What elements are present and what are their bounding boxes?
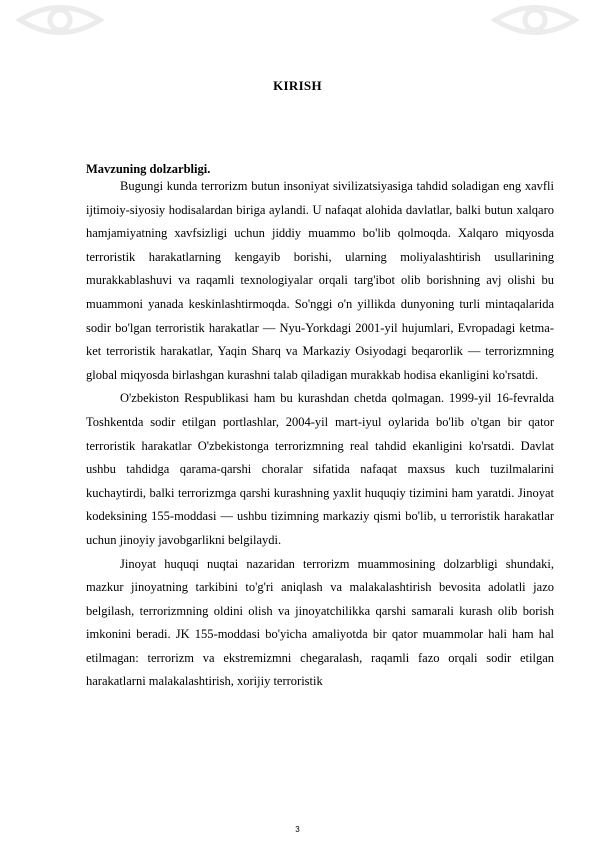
paragraph-1: Bugungi kunda terrorizm butun insoniyat sivilizatsiyasiga tahdid soladigan eng xavfli ijtimoiy-siyosiy hodisalardan biriga aylandi. U nafaqat alohida davlatlar, balki butun xalqaro hamjamiyatning xavfsizligi uchun jiddiy muammo bo'lib qolmoqda. Xalqaro miqyosda terroristik harakatlarning kengayib borishi, ularning moliyalashtirish usullarining murakkablashuvi va raqamli texnologiyalar orqali targ'ibot olib borishning avj olishi bu muammoni yanada keskinlashtirmoqda. So'nggi o'n yillikda dunyoning turli mintaqalarida sodir bo'lgan terroristik harakatlar — Nyu-Yorkdagi 2001-yil hujumlari, Evropadagi ketma-ket terroristik harakatlar, Yaqin Sharq va Markaziy Osiyodagi beqarorlik — terrorizmning global miqyosda birlashgan kurashni talab qiladigan murakkab hodisa ekanligini ko'rsatdi. — [86, 179, 554, 382]
page-title: KIRISH — [273, 78, 322, 93]
eye-stamp-icon — [495, 8, 575, 33]
body-text — [86, 175, 554, 694]
page-number: 3 — [295, 825, 300, 834]
paragraph-2: O'zbekiston Respublikasi ham bu kurashdan chetda qolmagan. 1999-yil 16-fevralda Toshkentda sodir etilgan portlashlar, 2004-yil mart-iyul oylarida bo'lib o'tgan bir qator terroristik harakatlar O'zbekistonga terrorizmning real tahdid ekanligini ko'rsatdi. Davlat ushbu tahdidga qarama-qarshi choralar sifatida nafaqat maxsus kuch tuzilmalarini kuchaytirdi, balki terrorizmga qarshi kurashning yaxlit huquqiy tizimini ham yaratdi. Jinoyat kodeksining 155-moddasi — ushbu tizimning markaziy qismi bo'lib, u terroristik harakatlar uchun jinoyiy javobgarlikni belgilaydi. — [86, 391, 554, 547]
paragraph-3: Jinoyat huquqi nuqtai nazaridan terrorizm muammosining dolzarbligi shundaki, mazkur jinoyatning tarkibini to'g'ri aniqlash va malakalashtirish bevosita adolatli jazo belgilash, terrorizmning oldini olish va jinoyatchilikka qarshi samarali kurash olib borish imkonini beradi. JK 155-moddasi bo'yicha amaliyotda bir qator muammolar hali ham hal etilmagan: terrorizm va ekstremizmni chegaralash, raqamli fazo orqali sodir etilgan harakatlarni malakalashtirish, xorijiy terroristik — [86, 556, 554, 689]
section-heading: Mavzuning dolzarbligi. — [86, 162, 211, 176]
eye-stamp-icon — [20, 8, 100, 33]
